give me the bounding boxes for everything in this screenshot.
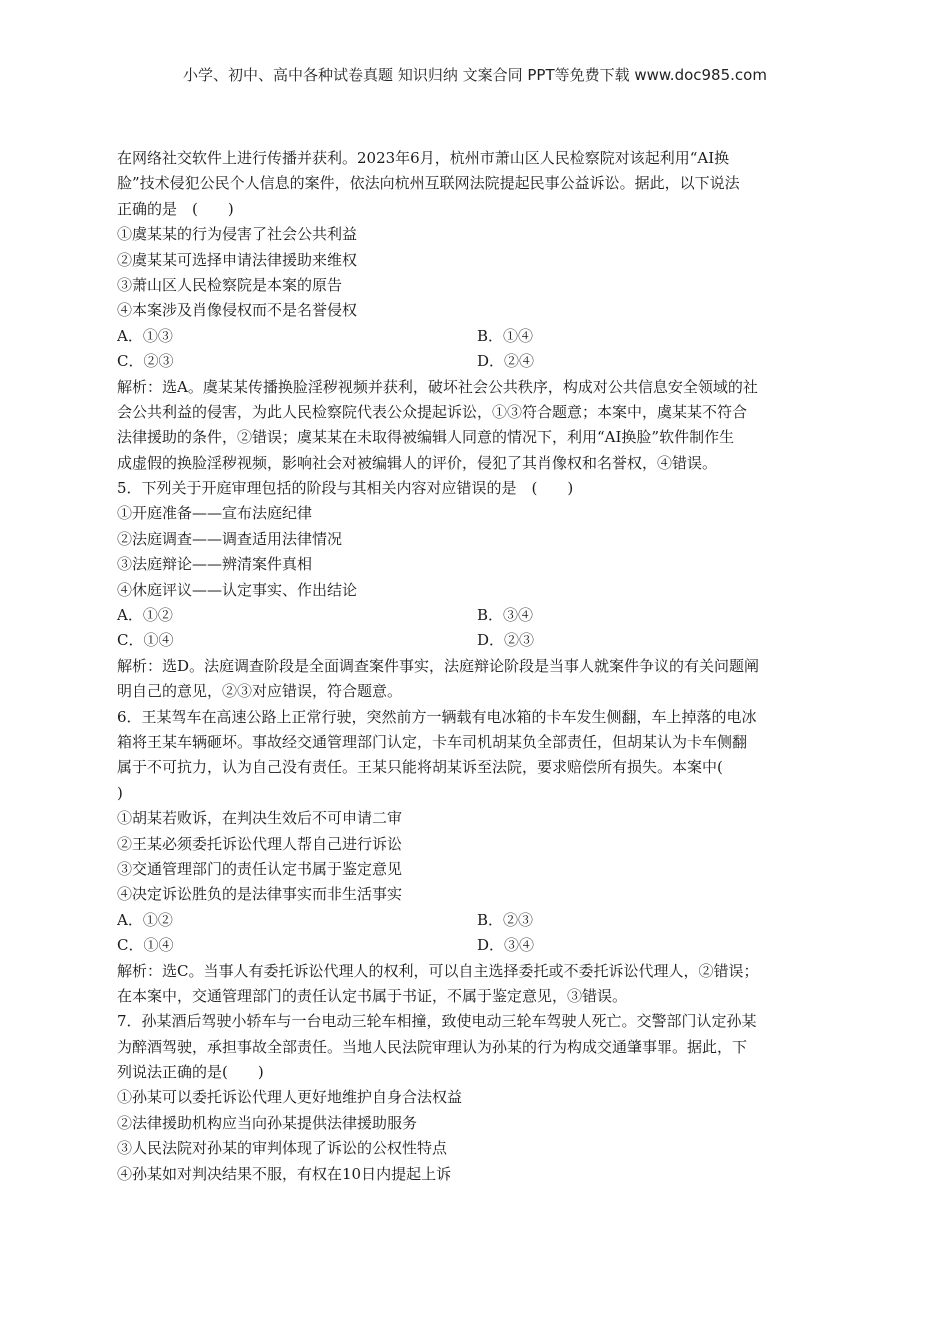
question-stem-line: 为醉酒驾驶，承担事故全部责任。当地人民法院审理认为孙某的行为构成交通肇事罪。据此，下	[117, 1037, 748, 1056]
question-stem-line: 列说法正确的是( )	[117, 1063, 264, 1082]
analysis-line: 解析：选A。虞某某传播换脸淫秽视频并获利，破坏社会公共秩序，构成对公共信息安全领域的社	[117, 377, 758, 396]
statement-item: ①胡某若败诉，在判决生效后不可申请二审	[117, 809, 403, 828]
answer-options-row	[117, 933, 837, 958]
question-stem-line: 6．王某驾车在高速公路上正常行驶，突然前方一辆载有电冰箱的卡车发生侧翻，车上掉落的电冰	[117, 707, 757, 726]
option-c: C．②③	[117, 352, 174, 371]
statement-item: ③人民法院对孙某的审判体现了诉讼的公权性特点	[117, 1139, 448, 1158]
statement-item: ④孙某如对判决结果不服，有权在10日内提起上诉	[117, 1164, 452, 1183]
option-a: A．①③	[117, 326, 173, 345]
analysis-line: 解析：选D。法庭调查阶段是全面调查案件事实，法庭辩论阶段是当事人就案件争议的有关问题阐	[117, 656, 760, 675]
answer-options-row	[117, 908, 837, 933]
option-c: C．①④	[117, 631, 174, 650]
option-b: B．②③	[477, 910, 534, 929]
answer-options-row	[117, 324, 837, 349]
page-header-banner: 小学、初中、高中各种试卷真题 知识归纳 文案合同 PPT等免费下载 www.doc985.com	[183, 66, 767, 84]
statement-item: ④休庭评议——认定事实、作出结论	[117, 580, 358, 599]
option-a: A．①②	[117, 606, 173, 625]
analysis-line: 在本案中，交通管理部门的责任认定书属于书证，不属于鉴定意见，③错误。	[117, 986, 628, 1005]
option-b: B．③④	[477, 606, 534, 625]
statement-item: ①孙某可以委托诉讼代理人更好地维护自身合法权益	[117, 1088, 463, 1107]
statement-item: ②王某必须委托诉讼代理人帮自己进行诉讼	[117, 834, 403, 853]
question-stem-line: 5．下列关于开庭审理包括的阶段与其相关内容对应错误的是 ( )	[117, 479, 574, 498]
statement-item: ③法庭辩论——辨清案件真相	[117, 555, 313, 574]
question-4	[117, 146, 837, 476]
analysis-line: 明自己的意见，②③对应错误，符合题意。	[117, 682, 403, 701]
answer-options-row	[117, 349, 837, 374]
analysis-line: 解析：选C。当事人有委托诉讼代理人的权利，可以自主选择委托或不委托诉讼代理人，②错误；	[117, 961, 759, 980]
answer-options-row	[117, 603, 837, 628]
question-stem-line: )	[117, 783, 123, 802]
statement-item: ④决定诉讼胜负的是法律事实而非生活事实	[117, 885, 403, 904]
statement-item: ②法律援助机构应当向孙某提供法律援助服务	[117, 1113, 418, 1132]
analysis-line: 成虚假的换脸淫秽视频，影响社会对被编辑人的评价，侵犯了其肖像权和名誉权，④错误。	[117, 453, 718, 472]
option-d: D．②③	[477, 631, 535, 650]
question-stem-line: 正确的是 ( )	[117, 199, 234, 218]
question-6	[117, 705, 837, 1010]
option-a: A．①②	[117, 910, 173, 929]
question-stem-line: 脸”技术侵犯公民个人信息的案件，依法向杭州互联网法院提起民事公益诉讼。据此，以下说法	[117, 174, 740, 193]
option-d: D．②④	[477, 352, 535, 371]
analysis-line: 法律援助的条件，②错误；虞某某在未取得被编辑人同意的情况下，利用“AI换脸”软件制作生	[117, 428, 735, 447]
statement-item: ②虞某某可选择申请法律援助来维权	[117, 250, 358, 269]
question-stem-line: 箱将王某车辆砸坏。事故经交通管理部门认定，卡车司机胡某负全部责任，但胡某认为卡车侧翻	[117, 732, 748, 751]
statement-item: ③交通管理部门的责任认定书属于鉴定意见	[117, 859, 403, 878]
question-5	[117, 476, 837, 705]
option-d: D．③④	[477, 936, 535, 955]
document-body	[117, 146, 837, 1187]
option-c: C．①④	[117, 936, 174, 955]
question-stem-line: 在网络社交软件上进行传播并获利。2023年6月，杭州市萧山区人民检察院对该起利用“AI换	[117, 149, 730, 167]
answer-options-row	[117, 628, 837, 653]
statement-item: ①开庭准备——宣布法庭纪律	[117, 504, 313, 523]
question-7	[117, 1009, 837, 1187]
question-stem-line: 属于不可抗力，认为自己没有责任。王某只能将胡某诉至法院，要求赔偿所有损失。本案中(	[117, 758, 723, 777]
statement-item: ②法庭调查——调查适用法律情况	[117, 529, 343, 548]
option-b: B．①④	[477, 326, 534, 345]
statement-item: ④本案涉及肖像侵权而不是名誉侵权	[117, 301, 358, 320]
statement-item: ③萧山区人民检察院是本案的原告	[117, 275, 343, 294]
question-stem-line: 7．孙某酒后驾驶小轿车与一台电动三轮车相撞，致使电动三轮车驾驶人死亡。交警部门认定孙某	[117, 1012, 757, 1031]
statement-item: ①虞某某的行为侵害了社会公共利益	[117, 225, 358, 244]
analysis-line: 会公共利益的侵害，为此人民检察院代表公众提起诉讼，①③符合题意；本案中，虞某某不符合	[117, 402, 748, 421]
